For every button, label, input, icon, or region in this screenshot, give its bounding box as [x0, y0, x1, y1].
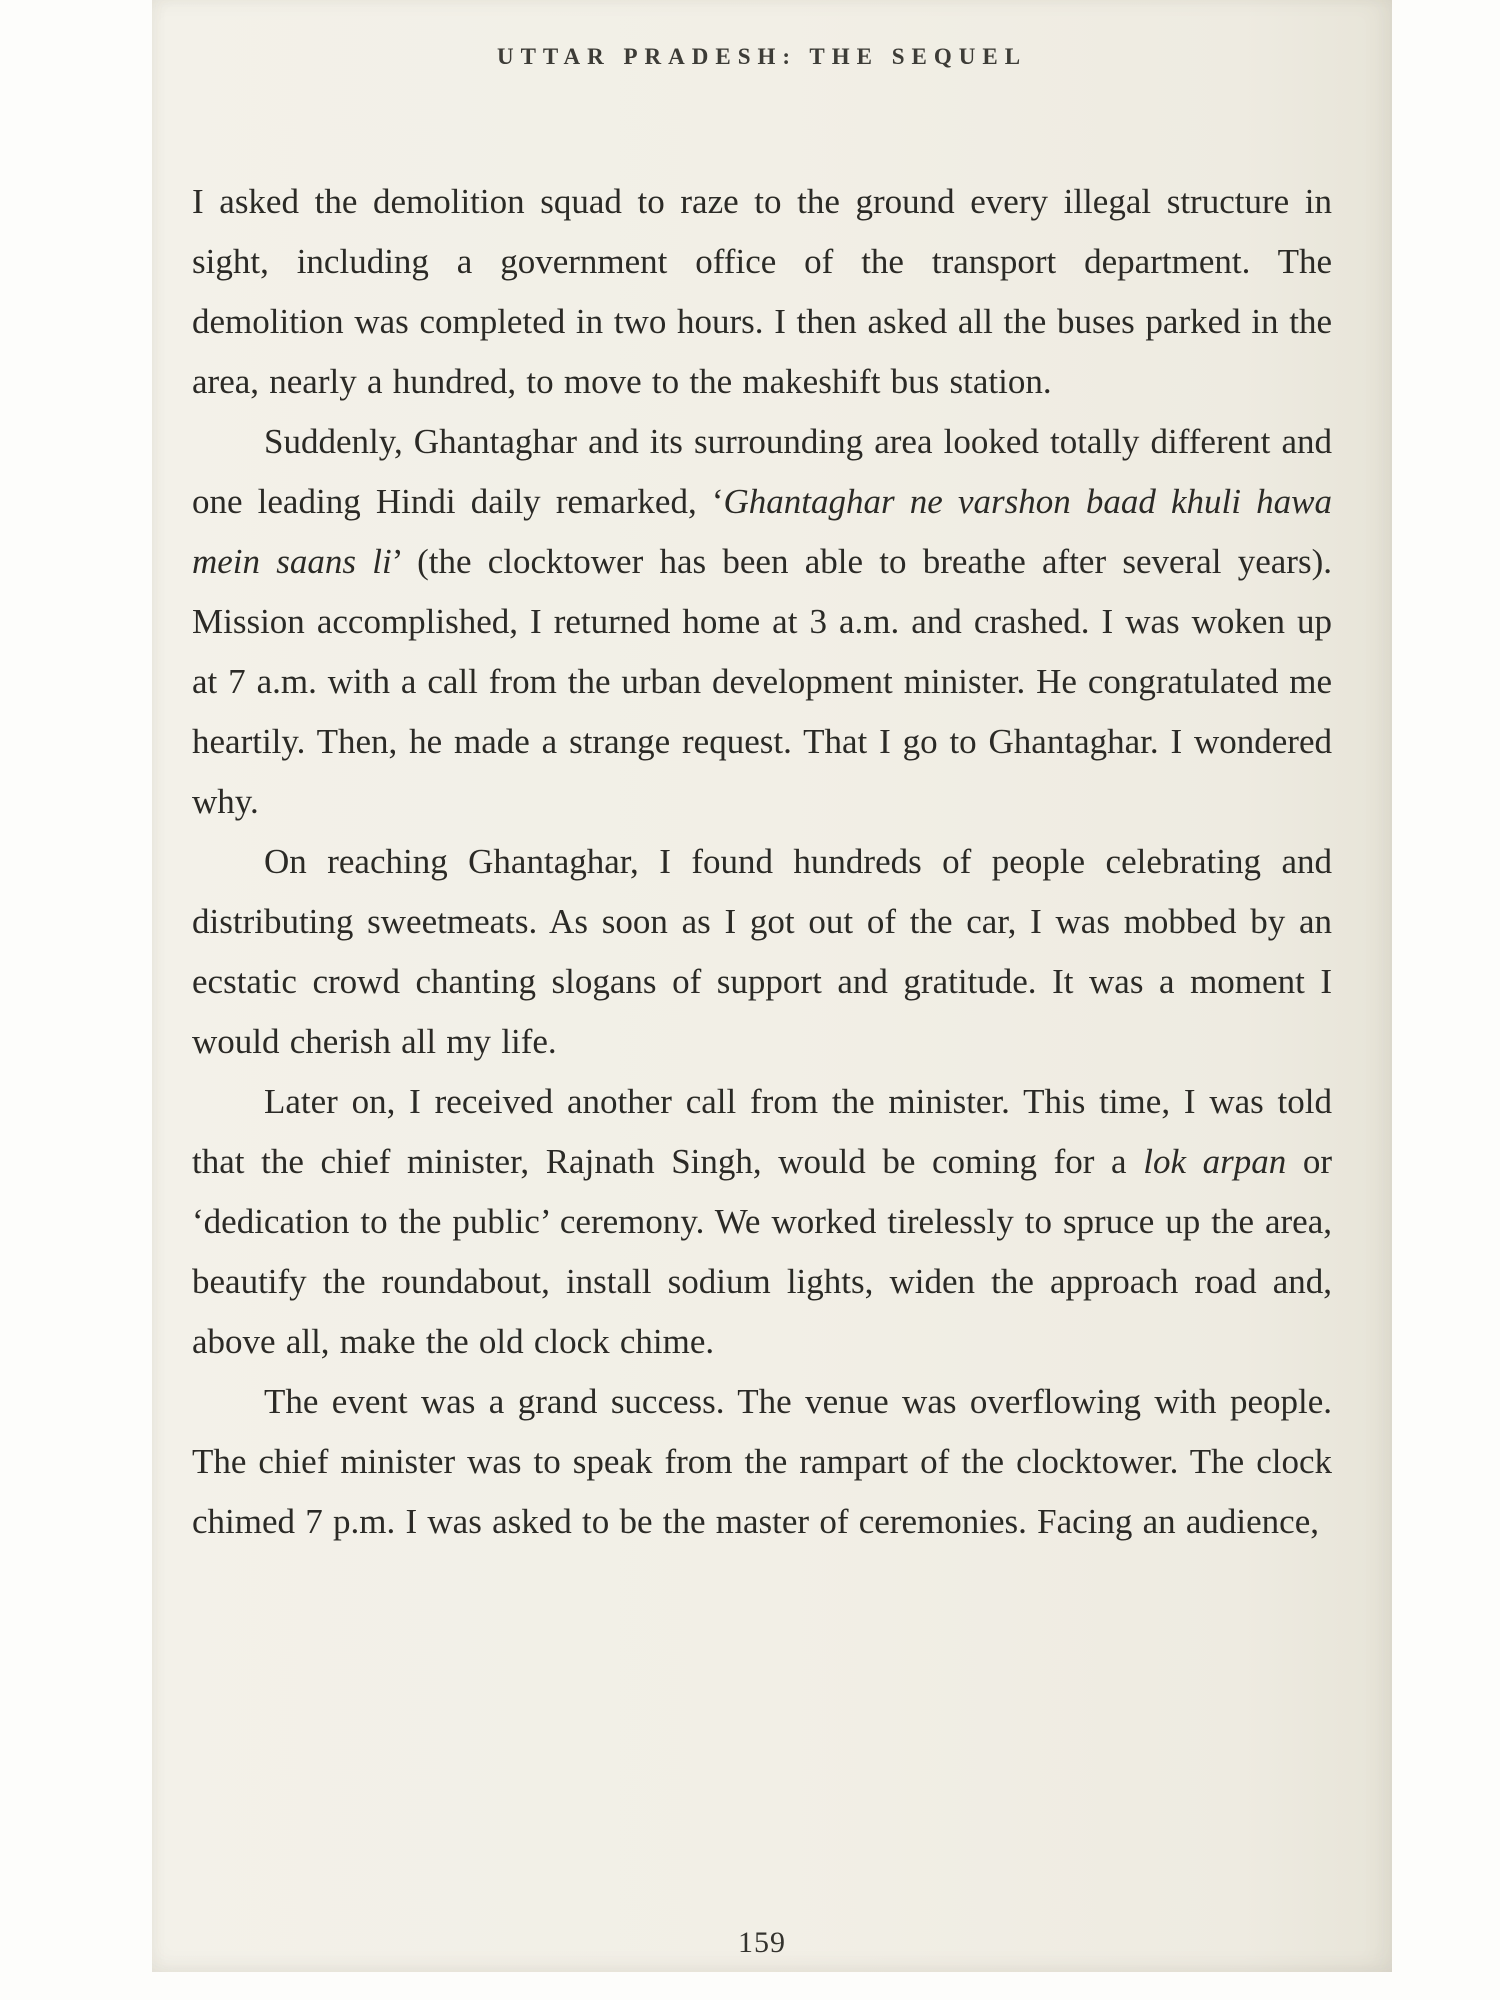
text-segment-italic: lok arpan: [1143, 1142, 1287, 1181]
text-segment: Suddenly, Ghantaghar and its surrounding area looked totally different and one leading Hindi daily remarked, ‘: [192, 422, 1332, 521]
running-header: UTTAR PRADESH: THE SEQUEL: [496, 44, 1028, 69]
page-number: 159: [738, 1926, 786, 1959]
paragraph: [192, 832, 1332, 1072]
paragraph: [192, 172, 1332, 412]
book-page-scan: [152, 0, 1392, 1972]
text-segment: or ‘dedication to the public’ ceremony. We worked tirelessly to spruce up the area, beautify the roundabout, install sodium lights, widen the approach road and, above all, make the old clock chime.: [192, 1142, 1332, 1361]
paragraph: [192, 1072, 1332, 1372]
text-segment: I asked the demolition squad to raze to the ground every illegal structure in sight, including a government office of the transport department. The demolition was completed in two hours. I then asked all the buses parked in the area, nearly a hundred, to move to the makeshift bus station.: [192, 182, 1332, 401]
text-segment: On reaching Ghantaghar, I found hundreds of people celebrating and distributing sweetmeats. As soon as I got out of the car, I was mobbed by an ecstatic crowd chanting slogans of support and gratitude. It was a moment I would cherish all my life.: [192, 842, 1332, 1061]
text-segment: Later on, I received another call from the minister. This time, I was told that the chief minister, Rajnath Singh, would be coming for a: [192, 1082, 1332, 1181]
body-text: [192, 172, 1332, 1552]
text-segment: ’ (the clocktower has been able to breathe after several years). Mission accomplished, I returned home at 3 a.m. and crashed. I was woken up at 7 a.m. with a call from the urban development minister. He congratulated me heartily. Then, he made a strange request. That I go to Ghantaghar. I wondered why.: [192, 542, 1332, 821]
paragraph: [192, 1372, 1332, 1552]
paragraph: [192, 412, 1332, 832]
text-segment: The event was a grand success. The venue was overflowing with people. The chief minister was to speak from the rampart of the clocktower. The clock chimed 7 p.m. I was asked to be the master of ceremonies. Facing an audience,: [192, 1382, 1332, 1541]
text-segment-italic: Ghantaghar ne varshon baad khuli hawa mein saans li: [192, 482, 1332, 581]
